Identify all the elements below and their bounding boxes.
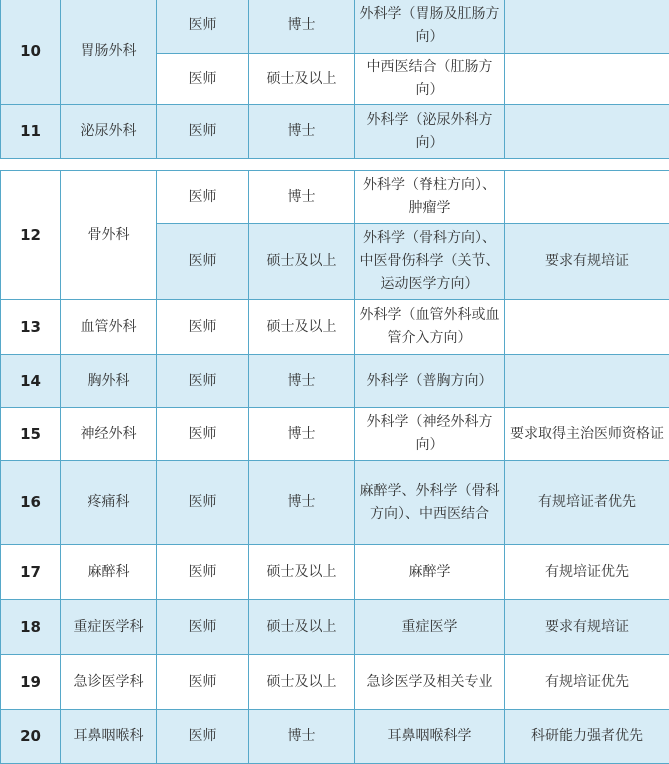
major-cell: 外科学（泌尿外科方向） (355, 105, 505, 159)
degree-cell: 博士 (249, 710, 355, 764)
department-cell: 血管外科 (61, 300, 157, 355)
degree-cell: 博士 (249, 461, 355, 545)
department-cell: 骨外科 (61, 171, 157, 300)
degree-cell: 博士 (249, 105, 355, 159)
requirement-cell (505, 0, 669, 54)
row-number: 14 (1, 355, 61, 408)
department-cell: 胃肠外科 (61, 0, 157, 105)
major-cell: 外科学（神经外科方向） (355, 408, 505, 461)
table-row (1, 461, 669, 545)
requirement-cell (505, 355, 669, 408)
requirement-cell (505, 171, 669, 224)
table-row (1, 710, 669, 764)
table-row (1, 300, 669, 355)
degree-cell: 硕士及以上 (249, 655, 355, 710)
position-cell: 医师 (157, 461, 249, 545)
position-cell: 医师 (157, 300, 249, 355)
degree-cell: 硕士及以上 (249, 545, 355, 600)
requirement-cell: 有规培证优先 (505, 655, 669, 710)
row-number: 13 (1, 300, 61, 355)
requirement-cell: 有规培证优先 (505, 545, 669, 600)
major-cell: 外科学（普胸方向） (355, 355, 505, 408)
major-cell: 麻醉学、外科学（骨科方向）、中西医结合 (355, 461, 505, 545)
position-cell: 医师 (157, 545, 249, 600)
table-row (1, 171, 669, 224)
major-cell: 外科学（胃肠及肛肠方向） (355, 0, 505, 54)
degree-cell: 硕士及以上 (249, 600, 355, 655)
major-cell: 外科学（血管外科或血管介入方向） (355, 300, 505, 355)
position-cell: 医师 (157, 710, 249, 764)
row-number: 15 (1, 408, 61, 461)
requirement-cell: 有规培证者优先 (505, 461, 669, 545)
table-row (1, 545, 669, 600)
major-cell: 外科学（脊柱方向）、肿瘤学 (355, 171, 505, 224)
major-cell: 重症医学 (355, 600, 505, 655)
degree-cell: 硕士及以上 (249, 224, 355, 300)
degree-cell: 博士 (249, 355, 355, 408)
recruitment-table-lower (0, 170, 669, 764)
department-cell: 麻醉科 (61, 545, 157, 600)
recruitment-table-upper (0, 0, 669, 159)
department-cell: 泌尿外科 (61, 105, 157, 159)
degree-cell: 硕士及以上 (249, 300, 355, 355)
department-cell: 胸外科 (61, 355, 157, 408)
requirement-cell: 要求有规培证 (505, 600, 669, 655)
major-cell: 麻醉学 (355, 545, 505, 600)
table-row (1, 655, 669, 710)
degree-cell: 硕士及以上 (249, 54, 355, 105)
position-cell: 医师 (157, 600, 249, 655)
degree-cell: 博士 (249, 408, 355, 461)
position-cell: 医师 (157, 0, 249, 54)
department-cell: 疼痛科 (61, 461, 157, 545)
row-number: 19 (1, 655, 61, 710)
table-row (1, 408, 669, 461)
department-cell: 急诊医学科 (61, 655, 157, 710)
position-cell: 医师 (157, 54, 249, 105)
row-number: 10 (1, 0, 61, 105)
position-cell: 医师 (157, 355, 249, 408)
requirement-cell (505, 54, 669, 105)
row-number: 18 (1, 600, 61, 655)
row-number: 20 (1, 710, 61, 764)
department-cell: 重症医学科 (61, 600, 157, 655)
row-number: 11 (1, 105, 61, 159)
row-number: 12 (1, 171, 61, 300)
row-number: 17 (1, 545, 61, 600)
degree-cell: 博士 (249, 171, 355, 224)
table-row (1, 600, 669, 655)
position-cell: 医师 (157, 655, 249, 710)
position-cell: 医师 (157, 105, 249, 159)
position-cell: 医师 (157, 408, 249, 461)
requirement-cell: 科研能力强者优先 (505, 710, 669, 764)
requirement-cell (505, 105, 669, 159)
major-cell: 急诊医学及相关专业 (355, 655, 505, 710)
requirement-cell: 要求有规培证 (505, 224, 669, 300)
table-row (1, 0, 669, 54)
degree-cell: 博士 (249, 0, 355, 54)
position-cell: 医师 (157, 224, 249, 300)
row-number: 16 (1, 461, 61, 545)
department-cell: 神经外科 (61, 408, 157, 461)
table-row (1, 355, 669, 408)
major-cell: 耳鼻咽喉科学 (355, 710, 505, 764)
department-cell: 耳鼻咽喉科 (61, 710, 157, 764)
major-cell: 外科学（骨科方向）、中医骨伤科学（关节、运动医学方向） (355, 224, 505, 300)
major-cell: 中西医结合（肛肠方向） (355, 54, 505, 105)
position-cell: 医师 (157, 171, 249, 224)
requirement-cell: 要求取得主治医师资格证 (505, 408, 669, 461)
table-row (1, 105, 669, 159)
requirement-cell (505, 300, 669, 355)
